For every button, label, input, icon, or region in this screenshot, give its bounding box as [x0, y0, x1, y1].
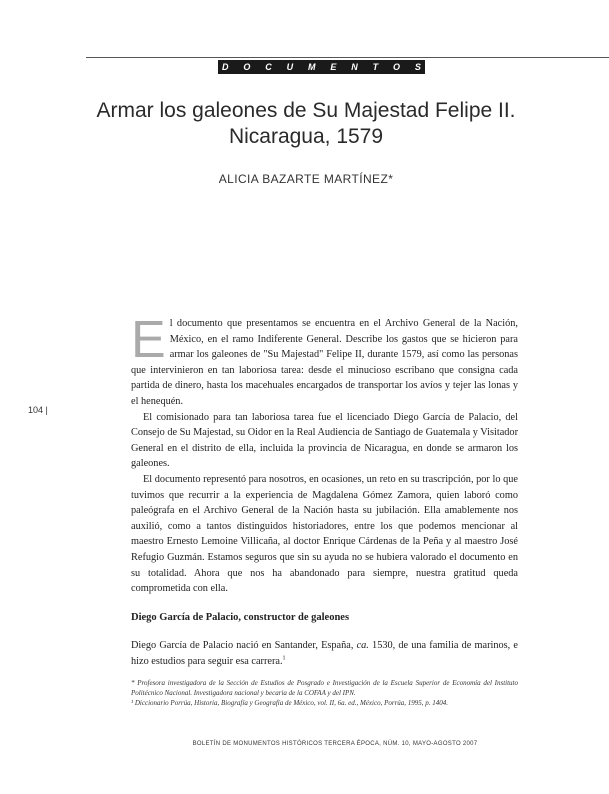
article-title [86, 98, 526, 150]
footnotes [131, 678, 518, 708]
paragraph-4-start: Diego García de Palacio nació en Santander, España, [131, 640, 357, 652]
section-bar [218, 60, 425, 74]
footnote-ref: 1 [282, 655, 286, 662]
circa-abbrev: ca. [356, 640, 369, 652]
paragraph-2: El comisionado para tan laboriosa tarea fue el licenciado Diego García de Palacio, del Consejo de Su Majestad, su Oidor en la Real Audiencia de Santiago de Guatemala y Visitador General en el distrito de ella, incluida la provincia de Nicaragua, en donde se armaron los galeones. [131, 411, 518, 470]
paragraph-4-end: 1530, de una familia de marinos, e hizo estudios para seguir esa carrera. [131, 640, 518, 667]
paragraph-1 [131, 311, 518, 410]
title-line-2: Nicaragua, 1579 [228, 125, 384, 148]
journal-footer: BOLETÍN DE MONUMENTOS HISTÓRICOS TERCERA ÉPOCA, NÚM. 10, MAYO-AGOSTO 2007 [192, 741, 478, 747]
section-letter: D [222, 62, 229, 72]
section-letter: U [286, 62, 294, 72]
author-name: ALICIA BAZARTE MARTÍNEZ* [218, 172, 394, 186]
paragraph-1-text: l documento que presentamos se encuentra en el Archivo General de la Nación, México, en el ramo Indiferente General. Describe los gastos que se hicieron para armar los galeones de "Su Majestad" Felipe II, durante 1579, así como las personas que intervinieron en tan laboriosa tarea: desde el minucioso escribano que consigna cada partida de dinero, hasta los macehuales encargados de transportar los avíos y tejer las lonas y el henequén. [131, 318, 518, 407]
paragraph-3: El documento representó para nosotros, en ocasiones, un reto en su trascripción, por lo que tuvimos que recurrir a la experiencia de Magdalena Gómez Zamora, quien laboró como paleógrafa en el Archivo General de la Nación hasta su jubilación. Ella amablemente nos auxilió, como a tantos distinguidos historiadores, entre los que podemos mencionar al maestro Ernesto Lemoine Villicaña, al doctor Enrique Cárdenas de la Peña y al maestro José Refugio Guzmán. Estamos seguros que sin su ayuda no se hubiera valorado el documento en su totalidad. Ahora que nos ha abandonado para siempre, nuestra gratitud queda comprometida con ella. [131, 473, 518, 595]
section-letter: M [308, 62, 316, 72]
section-letter: E [330, 62, 337, 72]
article-body [131, 311, 518, 708]
section-heading: Diego García de Palacio, constructor de galeones [131, 611, 350, 623]
drop-cap: E [131, 311, 166, 369]
section-letter: C [265, 62, 272, 72]
paragraph-4 [131, 638, 518, 669]
section-letter: S [414, 62, 421, 72]
page-number: 104 | [28, 405, 48, 415]
footnote-star: * Profesora investigadora de la Sección de Estudios de Posgrado e Investigación de la Escuela Superior de Economía del Instituto Politécnico Nacional. Investigadora nacional y becaria de la COFAA y del IPN. [131, 679, 518, 698]
section-letter: N [351, 62, 358, 72]
section-letter: O [243, 62, 251, 72]
footnote-1: ¹ Diccionario Porrúa, Historia, Biografía y Geografía de México, vol. II, 6a. ed., México, Porrúa, 1995, p. 1404. [131, 699, 449, 708]
title-line-1: Armar los galeones de Su Majestad Felipe II. [96, 99, 516, 122]
top-rule [86, 57, 609, 58]
section-letter: T [372, 62, 379, 72]
section-letter: O [393, 62, 401, 72]
